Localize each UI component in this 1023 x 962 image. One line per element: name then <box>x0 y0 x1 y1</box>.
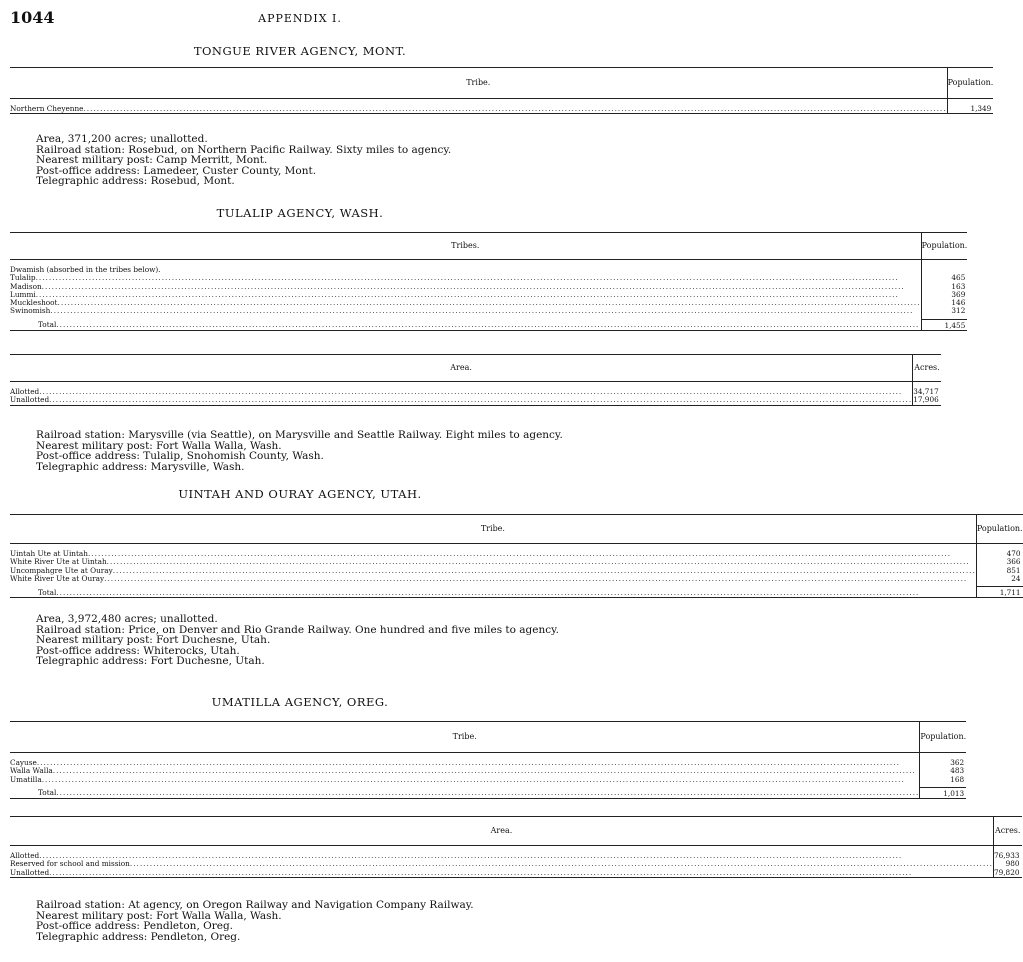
note-line: Area, 371,200 acres; unallotted. <box>36 133 208 145</box>
note-line: Area, 3,972,480 acres; unallotted. <box>36 613 218 625</box>
agency-title: TULALIP AGENCY, WASH. <box>216 206 384 220</box>
note-line: Railroad station: Rosebud, on Northern Pacific Railway. Sixty miles to agency. <box>36 143 452 156</box>
row-label: Madison <box>10 281 42 291</box>
note-line: Railroad station: Price, on Denver and Rio Grande Railway. One hundred and five miles to agency. <box>36 623 560 636</box>
row-label: Unallotted <box>10 867 50 877</box>
agency-notes <box>36 900 592 942</box>
note-line: Railroad station: Marysville (via Seattle), on Marysville and Seattle Railway. Eight miles to agency. <box>36 429 563 441</box>
page-number: 1044 <box>10 8 55 27</box>
total-value: 1,455 <box>921 319 967 330</box>
row-value: 17,906 <box>913 395 939 405</box>
note-line: Post-office address: Pendleton, Oreg. <box>36 920 234 933</box>
stats-table <box>10 67 993 114</box>
page-header <box>10 8 590 28</box>
column-header: Area. <box>10 355 913 382</box>
row-value: 470 <box>976 550 1022 558</box>
table-row <box>10 396 941 405</box>
column-header: Acres. <box>913 355 941 382</box>
stats-table <box>10 816 1022 878</box>
row-value: 34,717 <box>913 387 939 396</box>
agency-notes <box>36 430 592 472</box>
total-label: Total <box>38 320 57 330</box>
row-value: 168 <box>920 776 966 784</box>
row-value: 980 <box>993 860 1021 868</box>
total-value: 1,711 <box>976 587 1022 598</box>
row-value: 369 <box>921 291 967 299</box>
row-value: 163 <box>921 283 967 291</box>
note-line: Nearest military post: Fort Walla Walla, Wash. <box>36 909 282 922</box>
row-label: Unallotted <box>10 395 50 405</box>
row-value: 1,349 <box>947 105 993 114</box>
row-label: White River Ute at Ouray <box>10 573 105 583</box>
total-label: Total <box>38 788 57 798</box>
table-row <box>10 869 1022 878</box>
row-label: Muckleshoot <box>10 298 58 308</box>
row-value: 24 <box>976 575 1022 583</box>
row-value: 146 <box>921 299 967 307</box>
running-head: APPENDIX I. <box>258 12 342 25</box>
note-line: Telegraphic address: Pendleton, Oreg. <box>36 930 241 943</box>
row-label: Walla Walla <box>10 766 53 776</box>
column-header: Tribe. <box>10 515 976 544</box>
row-label: Uintah Ute at Uintah <box>10 549 88 558</box>
row-value: 79,820 <box>993 867 1020 877</box>
row-label: Northern Cheyenne <box>10 104 84 113</box>
row-label: White River Ute at Uintah <box>10 557 107 567</box>
agency-title: UINTAH AND OURAY AGENCY, UTAH. <box>178 487 422 501</box>
agency-title: UMATILLA AGENCY, OREG. <box>211 695 389 709</box>
table-row <box>10 776 966 784</box>
stats-table <box>10 232 967 331</box>
note-line: Telegraphic address: Fort Duchesne, Utah. <box>36 655 265 668</box>
note-line: Post-office address: Whiterocks, Utah. <box>36 644 240 657</box>
agency-title: TONGUE RIVER AGENCY, MONT. <box>193 44 407 58</box>
column-header: Population. <box>947 68 993 99</box>
row-label: Cayuse <box>10 758 37 767</box>
row-label: Umatilla <box>10 774 42 784</box>
row-value: 366 <box>976 558 1022 566</box>
total-label: Total <box>38 587 57 597</box>
note-line: Post-office address: Tulalip, Snohomish County, Wash. <box>36 450 324 463</box>
table-note: Dwamish (absorbed in the tribes below). <box>10 265 161 274</box>
row-value: 483 <box>920 767 966 775</box>
row-value: 76,933 <box>993 851 1020 860</box>
column-header: Tribe. <box>10 722 920 753</box>
agency-notes <box>36 614 592 667</box>
row-value: 851 <box>976 567 1022 575</box>
row-label: Allotted <box>10 387 40 396</box>
stats-table <box>10 354 941 406</box>
row-label: Allotted <box>10 851 40 860</box>
row-label: Reserved for school and mission <box>10 859 130 869</box>
column-header: Area. <box>10 817 993 846</box>
column-header: Population. <box>976 515 1022 544</box>
column-header: Population. <box>920 722 966 753</box>
stats-table <box>10 721 966 799</box>
note-line: Telegraphic address: Marysville, Wash. <box>36 460 245 473</box>
row-label: Lummi <box>10 289 36 299</box>
row-value: 312 <box>921 307 967 315</box>
note-line: Nearest military post: Fort Duchesne, Utah. <box>36 634 271 647</box>
agency-notes <box>36 134 592 187</box>
table-row <box>10 105 993 114</box>
column-header: Tribe. <box>10 68 947 99</box>
column-header: Acres. <box>993 817 1021 846</box>
table-row <box>10 575 1023 583</box>
total-row <box>10 587 1023 598</box>
column-header: Tribes. <box>10 233 921 260</box>
stats-table <box>10 514 1023 598</box>
row-value: 465 <box>921 274 967 282</box>
note-line: Post-office address: Lamedeer, Custer County, Mont. <box>36 164 317 177</box>
row-label: Tulalip <box>10 273 36 283</box>
note-line: Railroad station: At agency, on Oregon Railway and Navigation Company Railway. <box>36 899 474 911</box>
total-value: 1,013 <box>920 787 966 798</box>
row-label: Swinomish <box>10 306 51 316</box>
note-line: Nearest military post: Fort Walla Walla, Wash. <box>36 439 282 452</box>
column-header: Population. <box>921 233 967 260</box>
total-row <box>10 787 966 798</box>
row-value: 362 <box>920 759 966 767</box>
note-line: Nearest military post: Camp Merritt, Mont. <box>36 154 268 167</box>
table-row <box>10 307 967 315</box>
total-row <box>10 319 967 330</box>
note-line: Telegraphic address: Rosebud, Mont. <box>36 175 235 188</box>
row-label: Uncompahgre Ute at Ouray <box>10 565 113 575</box>
